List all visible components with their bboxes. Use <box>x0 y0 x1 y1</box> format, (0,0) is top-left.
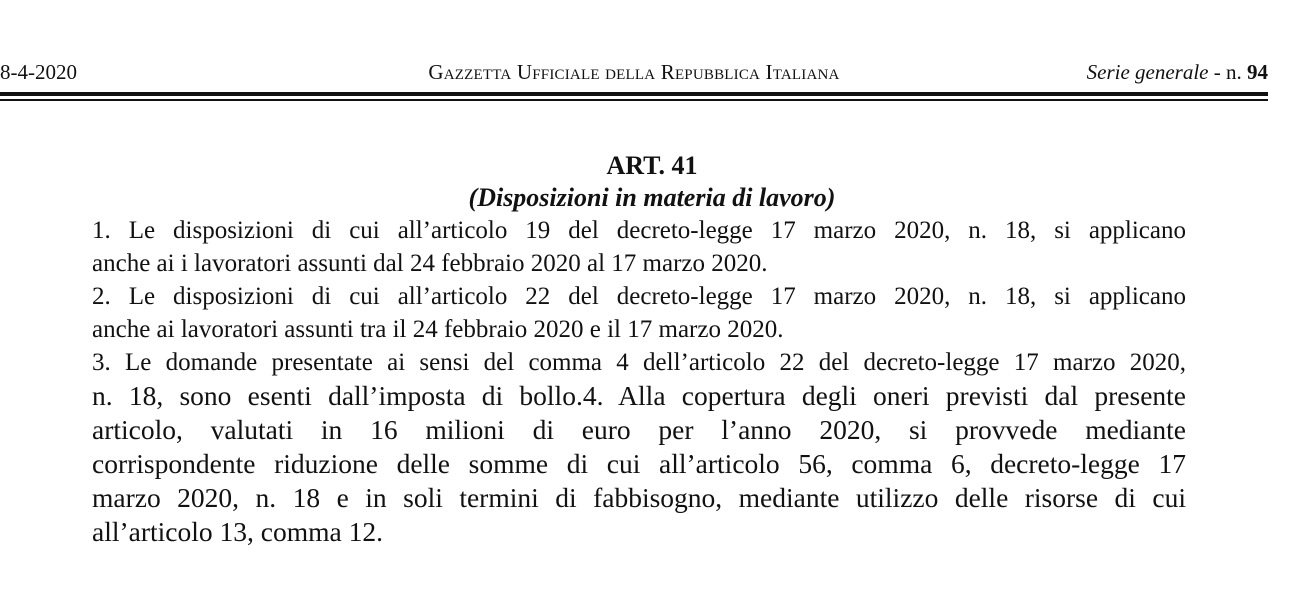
header-rule-thick <box>0 92 1268 96</box>
header-rule-thin <box>0 99 1268 101</box>
publication-date: 8-4-2020 <box>0 60 77 84</box>
series-name: Serie generale <box>1086 60 1209 84</box>
body-line: 2. Le disposizioni di cui all’articolo 22 del decreto-legge 17 marzo 2020, n. 18, si applicano <box>92 283 1186 310</box>
gazette-title: Gazzetta Ufficiale della Repubblica Italiana <box>428 60 840 84</box>
body-line: n. 18, sono esenti dall’imposta di bollo.4. Alla copertura degli oneri previsti dal presente <box>92 380 1186 411</box>
article-subtitle: (Disposizioni in materia di lavoro) <box>468 183 836 212</box>
body-line: articolo, valutati in 16 milioni di euro per l’anno 2020, si provvede mediante <box>92 414 1186 445</box>
body-line: anche ai i lavoratori assunti dal 24 febbraio 2020 al 17 marzo 2020. <box>92 250 768 277</box>
body-line: marzo 2020, n. 18 e in soli termini di fabbisogno, mediante utilizzo delle risorse di cui <box>92 482 1186 513</box>
series-separator: - n. <box>1208 60 1247 84</box>
series-number: 94 <box>1247 60 1268 84</box>
body-line: 3. Le domande presentate ai sensi del comma 4 dell’articolo 22 del decreto-legge 17 marzo 2020, <box>92 349 1186 376</box>
article-title: ART. 41 <box>606 151 698 180</box>
page-header <box>0 56 1268 88</box>
body-line: all’articolo 13, comma 12. <box>92 516 383 547</box>
body-line: anche ai lavoratori assunti tra il 24 febbraio 2020 e il 17 marzo 2020. <box>92 316 784 343</box>
body-line: 1. Le disposizioni di cui all’articolo 19 del decreto-legge 17 marzo 2020, n. 18, si applicano <box>92 217 1186 244</box>
body-line: corrispondente riduzione delle somme di cui all’articolo 56, comma 6, decreto-legge 17 <box>92 448 1186 479</box>
series-info <box>1087 56 1268 88</box>
article-body <box>92 214 1186 549</box>
